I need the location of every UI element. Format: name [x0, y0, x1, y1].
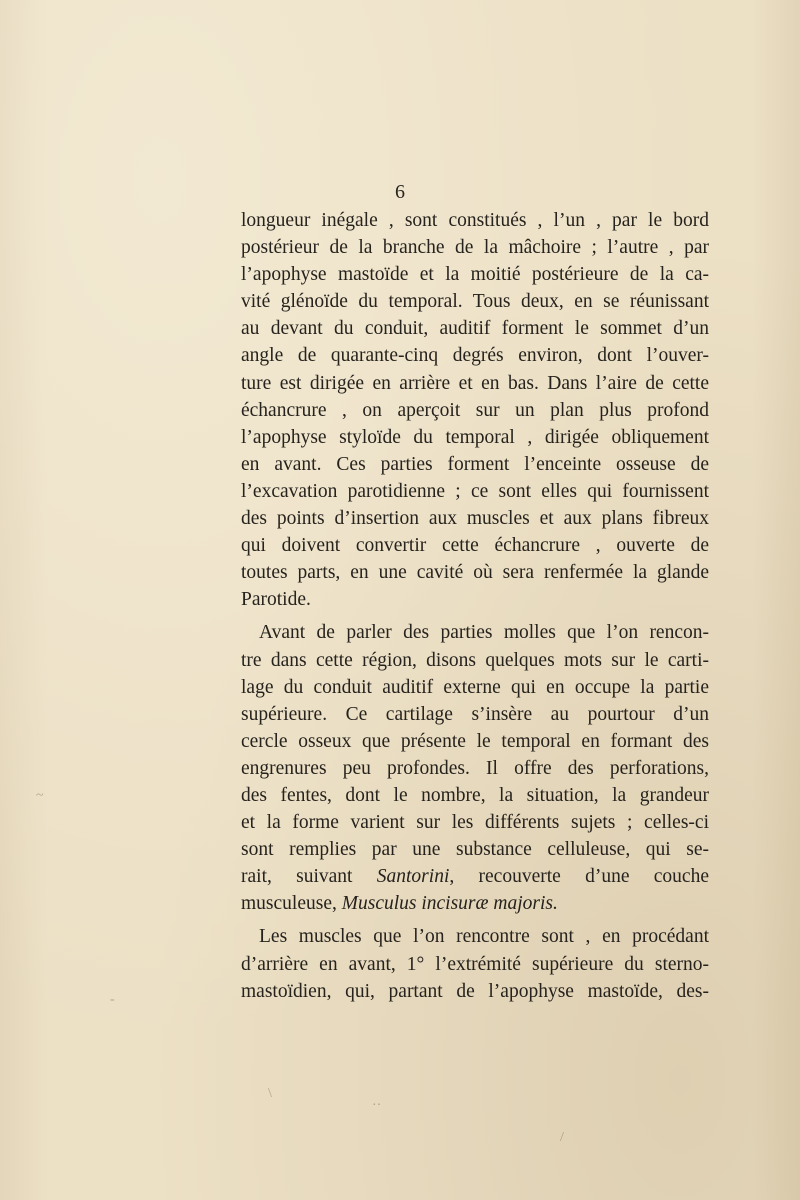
- italic-name: Santorini: [376, 866, 450, 888]
- text-line: en avant. Ces parties forment l’enceinte osseuse de: [241, 453, 709, 475]
- text-line: tre dans cette région, disons quelques mots sur le carti-: [241, 649, 709, 671]
- text-line: ture est dirigée en arrière et en bas. Dans l’aire de cette: [241, 372, 709, 394]
- text-line: vité glénoïde du temporal. Tous deux, en se réunissant: [241, 291, 709, 313]
- text-line: longueur inégale , sont constitués , l’un , par le bord: [241, 210, 709, 231]
- text-line: au devant du conduit, auditif forment le sommet d’un: [241, 318, 709, 340]
- paragraph: [241, 207, 709, 613]
- text-line: sont remplies par une substance celluleuse, qui se-: [241, 839, 709, 861]
- body-text: [241, 207, 709, 1005]
- text-line-mixed: [241, 890, 709, 917]
- text-line: Les muscles que l’on rencontre sont , en procédant: [259, 926, 709, 948]
- text-line: des fentes, dont le nombre, la situation, la grandeur: [241, 784, 709, 806]
- text-line: postérieur de la branche de la mâchoire ; l’autre , par: [241, 237, 709, 259]
- text-line: mastoïdien, qui, partant de l’apophyse mastoïde, des-: [241, 980, 709, 1002]
- text-line: toutes parts, en une cavité où sera renfermée la glande: [241, 562, 709, 584]
- text-line: et la forme varient sur les différents sujets ; celles-ci: [241, 812, 709, 834]
- text-line: lage du conduit auditif externe qui en occupe la partie: [241, 676, 709, 698]
- text-line: angle de quarante-cinq degrés environ, dont l’ouver-: [241, 345, 709, 367]
- paragraph: [241, 923, 709, 1004]
- page-number: 6: [395, 181, 405, 203]
- text-line: supérieure. Ce cartilage s’insère au pourtour d’un: [241, 703, 709, 725]
- text-line: engrenures peu profondes. Il offre des perforations,: [241, 757, 709, 779]
- paper-speck: ··: [372, 1098, 382, 1113]
- text-line: Parotide.: [241, 589, 311, 611]
- text-line: d’arrière en avant, 1° l’extrémité supérieure du sterno-: [241, 953, 709, 975]
- paper-speck: /: [560, 1130, 564, 1145]
- text-line: échancrure , on aperçoit sur un plan plus profond: [241, 399, 709, 421]
- text-run: , recouverte d’une couche: [449, 866, 709, 888]
- paragraph: [241, 619, 709, 917]
- paper-speck: -: [110, 992, 115, 1007]
- text-line: qui doivent convertir cette échancrure , ouverte de: [241, 535, 709, 557]
- paper-speck: \: [268, 1086, 272, 1101]
- paper-speck: ~: [36, 788, 44, 803]
- text-line: l’excavation parotidienne ; ce sont elles qui fournissent: [241, 480, 709, 502]
- italic-latin-term: Musculus incisuræ majoris.: [341, 893, 558, 915]
- text-line: cercle osseux que présente le temporal en formant des: [241, 730, 709, 752]
- text-line: des points d’insertion aux muscles et aux plans fibreux: [241, 508, 709, 530]
- text-line: l’apophyse styloïde du temporal , dirigée obliquement: [241, 426, 709, 448]
- text-line-mixed: [241, 863, 709, 890]
- text-line: l’apophyse mastoïde et la moitié postérieure de la ca-: [241, 264, 709, 286]
- text-run: musculeuse,: [241, 893, 342, 915]
- text-line: Avant de parler des parties molles que l’on rencon-: [259, 622, 709, 644]
- text-run: rait, suivant: [241, 866, 377, 888]
